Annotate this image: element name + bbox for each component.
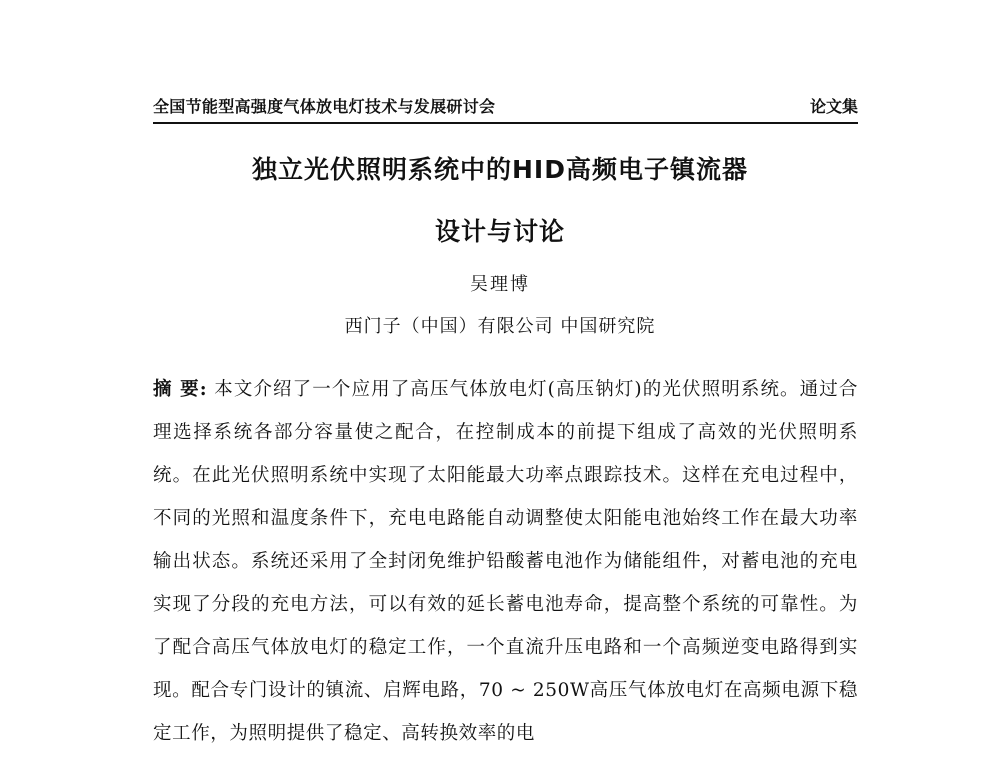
header-divider: [153, 122, 858, 124]
abstract-label: 摘 要:: [153, 379, 208, 400]
abstract-text: 本文介绍了一个应用了高压气体放电灯(高压钠灯)的光伏照明系统。通过合理选择系统各部分容量使之配合，在控制成本的前提下组成了高效的光伏照明系统。在此光伏照明系统中实现了太阳能最大功率点跟踪技术。这样在充电过程中，不同的光照和温度条件下，充电电路能自动调整使太阳能电池始终工作在最大功率输出状态。系统还采用了全封闭免维护铅酸蓄电池作为储能组件，对蓄电池的充电实现了分段的充电方法，可以有效的延长蓄电池寿命，提高整个系统的可靠性。为了配合高压气体放电灯的稳定工作，一个直流升压电路和一个高频逆变电路得到实现。配合专门设计的镇流、启辉电路，70 ~ 250W高压气体放电灯在高频电源下稳定工作，为照明提供了稳定、高转换效率的电: [153, 379, 858, 744]
conference-name: 全国节能型高强度气体放电灯技术与发展研讨会: [153, 97, 496, 116]
author-affiliation: 西门子（中国）有限公司 中国研究院: [344, 316, 656, 337]
paper-title-line-2: 设计与讨论: [434, 217, 565, 246]
abstract: [153, 368, 858, 755]
author-name: 吴理博: [470, 274, 530, 295]
running-header: [153, 94, 858, 122]
section-label: 论文集: [809, 97, 858, 116]
paper-title-line-1: 独立光伏照明系统中的HID高频电子镇流器: [252, 155, 748, 184]
